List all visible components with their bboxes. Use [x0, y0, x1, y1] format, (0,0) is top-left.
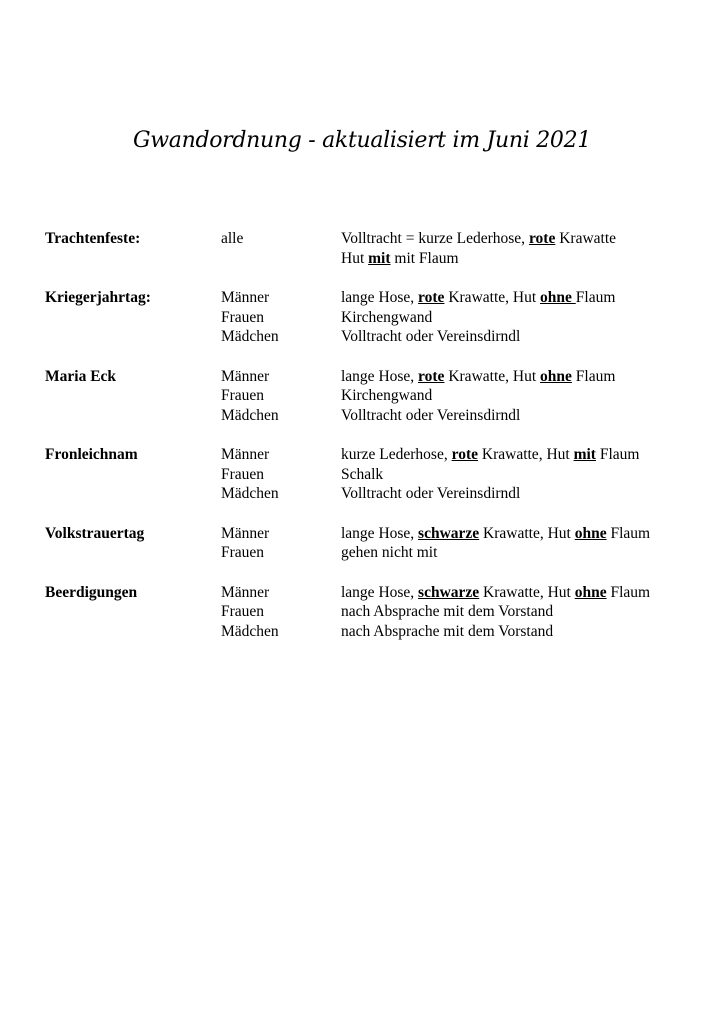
event-name: Trachtenfeste:: [45, 230, 141, 247]
rule-text: nach Absprache mit dem Vorstand: [341, 603, 554, 620]
attendee-group: Männer: [221, 289, 270, 306]
event-name: [45, 465, 221, 485]
rule-text: Krawatte, Hut: [479, 583, 575, 601]
emphasized-word: rote: [418, 367, 445, 385]
attendee-group: Männer: [221, 446, 270, 463]
rule-text: Flaum: [575, 289, 616, 306]
dress-code-row: [45, 327, 705, 347]
event-name: [45, 622, 221, 642]
rule-text: lange Hose,: [341, 367, 419, 385]
rule-text: Volltracht oder Vereinsdirndl: [341, 406, 521, 424]
attendee-group: Frauen: [221, 308, 265, 326]
event-block: [45, 229, 705, 268]
rule-text: Volltracht = kurze Lederhose,: [341, 230, 529, 247]
event-block: [45, 524, 705, 563]
attendee-group: Mädchen: [221, 622, 279, 640]
emphasized-word: mit: [573, 446, 596, 463]
rule-text: lange Hose,: [341, 524, 419, 542]
emphasized-word: schwarze: [418, 524, 480, 542]
attendee-group: Frauen: [221, 603, 265, 620]
event-name: [45, 602, 221, 622]
event-name: Fronleichnam: [45, 446, 138, 463]
rule-text: Flaum: [606, 524, 651, 542]
event-name: Volkstrauertag: [45, 524, 145, 542]
rule-text: gehen nicht mit: [341, 544, 438, 561]
dress-rule: [341, 386, 705, 406]
dress-rule: [341, 622, 705, 642]
dress-rule: [341, 484, 705, 504]
dress-code-row: [45, 583, 705, 603]
event-block: [45, 367, 705, 426]
event-name: [45, 249, 221, 269]
emphasized-word: ohne: [574, 583, 607, 601]
event-name: [45, 406, 221, 426]
dress-code-row: [45, 445, 705, 465]
event-name: Beerdigungen: [45, 583, 138, 601]
dress-rule: [341, 288, 705, 308]
dress-rule: [341, 327, 705, 347]
attendee-group: [221, 249, 341, 269]
event-name: [45, 484, 221, 504]
attendee-group: Männer: [221, 524, 270, 542]
dress-rule: [341, 602, 705, 622]
emphasized-word: mit: [368, 249, 391, 267]
emphasized-word: ohne: [540, 289, 576, 306]
emphasized-word: ohne: [540, 367, 572, 385]
dress-code-row: [45, 484, 705, 504]
event-name: Maria Eck: [45, 367, 117, 385]
dress-rule: [341, 249, 705, 269]
event-block: [45, 288, 705, 347]
attendee-group: Mädchen: [221, 485, 279, 502]
rule-text: nach Absprache mit dem Vorstand: [341, 622, 554, 640]
page-title: Gwandordnung - aktualisiert im Juni 2021: [132, 128, 592, 153]
dress-rule: [341, 308, 705, 328]
rule-text: Krawatte: [555, 230, 617, 247]
dress-code-row: [45, 249, 705, 269]
rule-text: lange Hose,: [341, 289, 419, 306]
dress-rule: [341, 406, 705, 426]
emphasized-word: rote: [418, 289, 445, 306]
emphasized-word: rote: [451, 446, 479, 463]
event-name: [45, 308, 221, 328]
event-name: [45, 386, 221, 406]
dress-code-row: [45, 465, 705, 485]
rule-text: Krawatte, Hut: [479, 524, 575, 542]
event-name: Kriegerjahrtag:: [45, 289, 151, 306]
dress-rule: [341, 445, 705, 465]
attendee-group: Frauen: [221, 387, 265, 404]
dress-code-row: [45, 288, 705, 308]
event-block: [45, 583, 705, 642]
dress-code-row: [45, 543, 705, 563]
dress-code-row: [45, 386, 705, 406]
dress-code-row: [45, 367, 705, 387]
event-block: [45, 445, 705, 504]
dress-rule: [341, 583, 705, 603]
rule-text: Kirchengwand: [341, 387, 433, 404]
rule-text: Krawatte, Hut: [444, 289, 541, 306]
dress-rule: [341, 367, 705, 387]
dress-code-row: [45, 308, 705, 328]
emphasized-word: ohne: [574, 524, 607, 542]
dress-code-row: [45, 602, 705, 622]
rule-text: Hut: [341, 249, 369, 267]
dress-rule: [341, 229, 705, 249]
rule-text: mit Flaum: [390, 249, 459, 267]
event-name: [45, 327, 221, 347]
dress-rule: [341, 543, 705, 563]
rule-text: Krawatte, Hut: [444, 367, 541, 385]
dress-code-row: [45, 524, 705, 544]
rule-text: Flaum: [606, 583, 651, 601]
rule-text: Volltracht oder Vereinsdirndl: [341, 328, 521, 345]
attendee-group: Männer: [221, 583, 270, 601]
rule-text: Flaum: [571, 367, 616, 385]
rule-text: Kirchengwand: [341, 308, 433, 326]
attendee-group: Mädchen: [221, 406, 279, 424]
attendee-group: Frauen: [221, 465, 265, 483]
rule-text: kurze Lederhose,: [341, 446, 452, 463]
rule-text: Flaum: [595, 446, 640, 463]
dress-code-row: [45, 622, 705, 642]
event-name: [45, 543, 221, 563]
attendee-group: Frauen: [221, 544, 265, 561]
dress-code-row: [45, 406, 705, 426]
rule-text: lange Hose,: [341, 583, 419, 601]
attendee-group: alle: [221, 230, 244, 247]
rule-text: Volltracht oder Vereinsdirndl: [341, 485, 521, 502]
rule-text: Krawatte, Hut: [478, 446, 574, 463]
dress-code-row: [45, 229, 705, 249]
dress-rule: [341, 465, 705, 485]
dress-rule: [341, 524, 705, 544]
attendee-group: Mädchen: [221, 328, 279, 345]
emphasized-word: schwarze: [418, 583, 480, 601]
dress-code-table: [45, 229, 705, 661]
attendee-group: Männer: [221, 367, 270, 385]
rule-text: Schalk: [341, 465, 384, 483]
emphasized-word: rote: [528, 230, 556, 247]
